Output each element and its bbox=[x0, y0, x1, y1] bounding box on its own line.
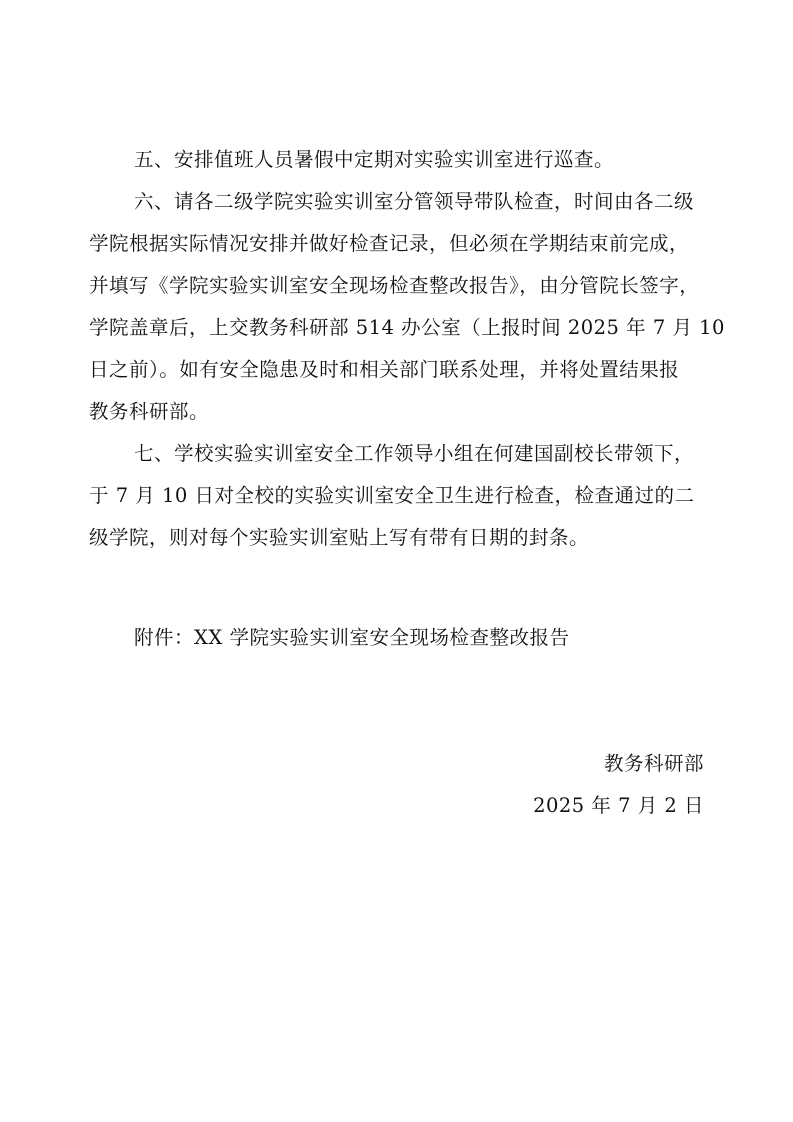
paragraph-item-6-line-5: 日之前）。如有安全隐患及时和相关部门联系处理，并将处置结果报 bbox=[89, 358, 680, 381]
attachment-line: 附件：XX 学院实验实训室安全现场检查整改报告 bbox=[134, 626, 570, 649]
paragraph-item-7-line-3: 级学院，则对每个实验实训室贴上写有带有日期的封条。 bbox=[89, 526, 590, 549]
signature-date: 2025 年 7 月 2 日 bbox=[533, 794, 704, 817]
paragraph-item-5: 五、安排值班人员暑假中定期对实验实训室进行巡查。 bbox=[134, 148, 615, 171]
paragraph-item-7-line-1: 七、学校实验实训室安全工作领导小组在何建国副校长带领下， bbox=[134, 442, 695, 465]
paragraph-item-6-line-1: 六、请各二级学院实验实训室分管领导带队检查，时间由各二级 bbox=[134, 190, 695, 213]
paragraph-item-7-line-2: 于 7 月 10 日对全校的实验实训室安全卫生进行检查，检查通过的二 bbox=[89, 484, 695, 507]
paragraph-item-6-line-4: 学院盖章后，上交教务科研部 514 办公室（上报时间 2025 年 7 月 10 bbox=[89, 316, 725, 339]
paragraph-item-6-line-6: 教务科研部。 bbox=[89, 400, 210, 423]
signature-department: 教务科研部 bbox=[603, 752, 704, 775]
paragraph-item-6-line-3: 并填写《学院实验实训室安全现场检查整改报告》，由分管院长签字， bbox=[89, 274, 700, 297]
paragraph-item-6-line-2: 学院根据实际情况安排并做好检查记录，但必须在学期结束前完成， bbox=[89, 232, 690, 255]
